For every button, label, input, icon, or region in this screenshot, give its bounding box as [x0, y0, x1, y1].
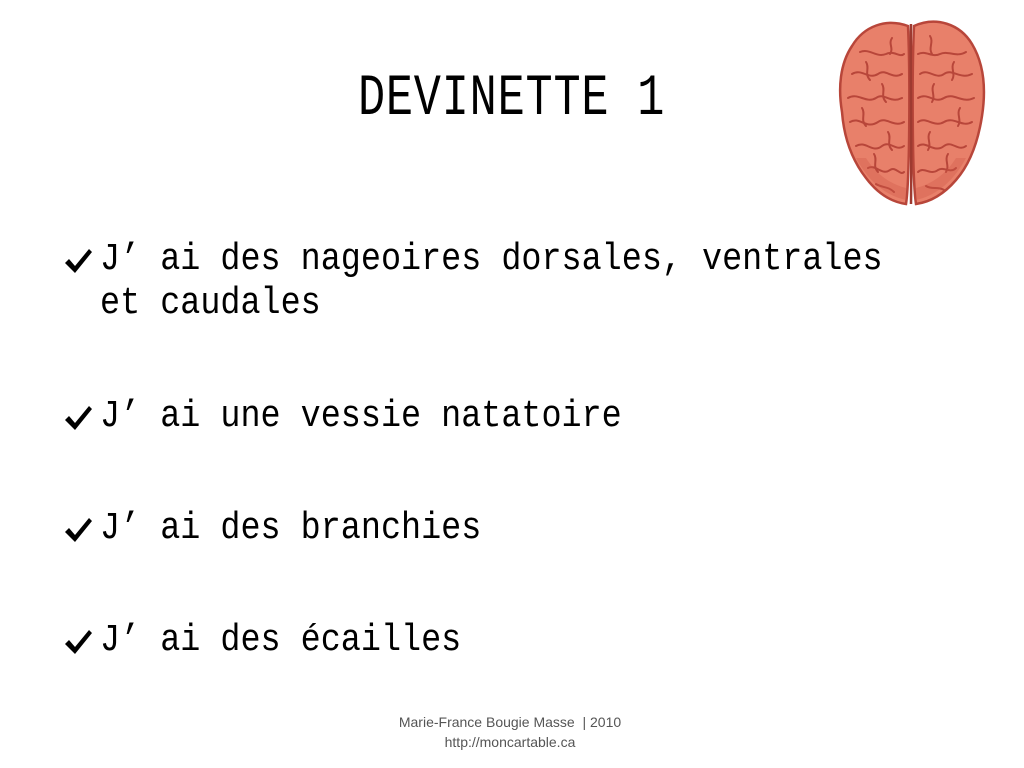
bullet-text: J’ ai une vessie natatoire: [100, 395, 622, 438]
bullet-text: J’ ai des nageoires dorsales, ventrales et caudales: [100, 238, 883, 325]
bullet-item: [62, 395, 992, 439]
bullet-item: [62, 507, 992, 551]
brain-image: [826, 8, 994, 213]
bullet-item: [62, 619, 992, 663]
checkmark-icon: [62, 403, 94, 433]
bullet-text: J’ ai des écailles: [100, 619, 462, 662]
footer-author: Marie-France Bougie Masse | 2010: [398, 714, 622, 730]
bullet-list: [62, 238, 992, 731]
slide-title: DEVINETTE 1: [357, 67, 666, 132]
checkmark-icon: [62, 246, 94, 276]
bullet-text: J’ ai des branchies: [100, 507, 482, 550]
checkmark-icon: [62, 515, 94, 545]
brain-icon: [826, 8, 994, 213]
bullet-item: [62, 238, 992, 326]
footer-link[interactable]: http://moncartable.ca: [444, 734, 576, 750]
footer: [350, 712, 670, 752]
checkmark-icon: [62, 627, 94, 657]
